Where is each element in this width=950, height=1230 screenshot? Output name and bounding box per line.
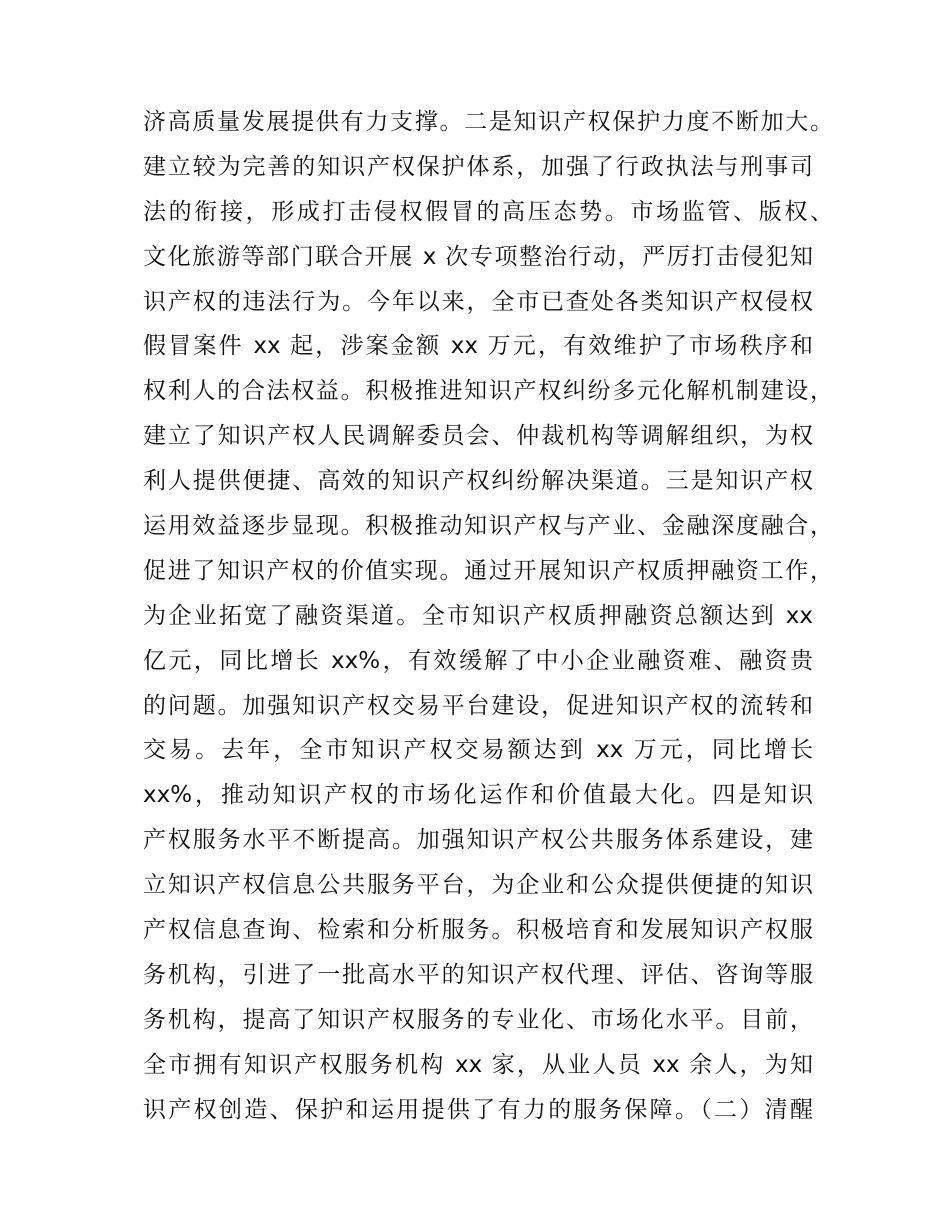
- text-line: xx%，推动知识产权的市场化运作和价值最大化。四是知识: [143, 782, 813, 809]
- text-line: 产权服务水平不断提高。加强知识产权公共服务体系建设，建: [143, 827, 813, 854]
- text-line: 济高质量发展提供有力支撑。二是知识产权保护力度不断加大。: [143, 109, 833, 135]
- text-line: 促进了知识产权的价值实现。通过开展知识产权质押融资工作，: [143, 557, 833, 584]
- text-line: 建立了知识产权人民调解委员会、仲裁机构等调解组织，为权: [143, 423, 813, 450]
- text-line: 识产权的违法行为。今年以来，全市已查处各类知识产权侵权: [143, 288, 813, 315]
- text-line: 运用效益逐步显现。积极推动知识产权与产业、金融深度融合，: [143, 513, 833, 540]
- text-line: 务机构，引进了一批高水平的知识产权代理、评估、咨询等服: [143, 961, 813, 988]
- text-line: 全市拥有知识产权服务机构 xx 家，从业人员 xx 余人，为知: [143, 1051, 813, 1078]
- text-line: 亿元，同比增长 xx%，有效缓解了中小企业融资难、融资贵: [143, 647, 813, 674]
- text-line: 利人提供便捷、高效的知识产权纠纷解决渠道。三是知识产权: [143, 468, 813, 495]
- text-line: 交易。去年，全市知识产权交易额达到 xx 万元，同比增长: [143, 737, 813, 764]
- text-line: 产权信息查询、检索和分析服务。积极培育和发展知识产权服: [143, 917, 813, 944]
- text-line: 务机构，提高了知识产权服务的专业化、市场化水平。目前，: [143, 1006, 813, 1033]
- text-line: 权利人的合法权益。积极推进知识产权纠纷多元化解机制建设，: [143, 378, 833, 405]
- text-line: 法的衔接，形成打击侵权假冒的高压态势。市场监管、版权、: [143, 198, 833, 225]
- text-line: 立知识产权信息公共服务平台，为企业和公众提供便捷的知识: [143, 872, 813, 899]
- text-line: 为企业拓宽了融资渠道。全市知识产权质押融资总额达到 xx: [143, 602, 813, 629]
- text-line: 假冒案件 xx 起，涉案金额 xx 万元，有效维护了市场秩序和: [143, 333, 813, 360]
- text-line: 建立较为完善的知识产权保护体系，加强了行政执法与刑事司: [143, 153, 813, 180]
- document-page: [143, 100, 833, 1132]
- text-line: 的问题。加强知识产权交易平台建设，促进知识产权的流转和: [143, 692, 813, 719]
- text-line: 识产权创造、保护和运用提供了有力的服务保障。（二）清醒: [143, 1096, 813, 1123]
- text-line: 文化旅游等部门联合开展 x 次专项整治行动，严厉打击侵犯知: [143, 243, 813, 270]
